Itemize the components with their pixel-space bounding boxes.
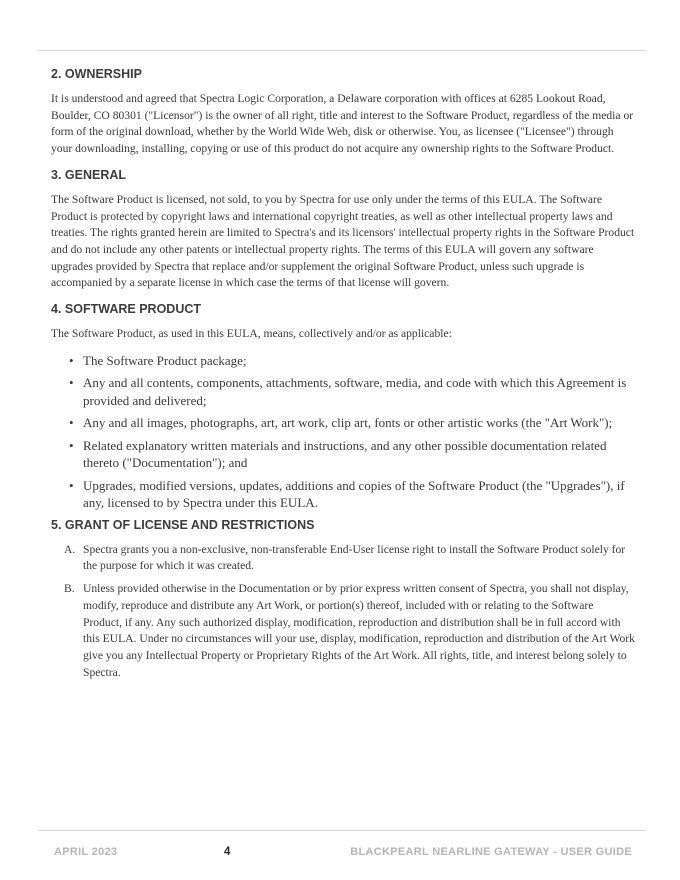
list-item: • The Software Product package; (69, 352, 247, 368)
bullet-icon: • (69, 375, 74, 391)
ownership-paragraph: It is understood and agreed that Spectra Logic Corporation, a Delaware corporation with offices at 6285 Lookout Road, Boulder, CO 80301 ("Licensor") is the owner of all right, title and interest to the Software Product, regardless of the media or form of the original download, whether by the World Wide Web, disk or otherwise. You, as licensee ("Licensee") through your downloading, installing, copying or use of this product do not acquire any ownership rights to the Software Product. (51, 92, 634, 156)
software-product-list (51, 352, 635, 512)
section-heading-grant-of-license: 5. GRANT OF LICENSE AND RESTRICTIONS (51, 517, 315, 532)
section-heading-general: 3. GENERAL (51, 167, 127, 182)
section-heading-ownership: 2. OWNERSHIP (51, 67, 142, 81)
bullet-icon: • (69, 352, 74, 368)
footer-guide-title: BLACKPEARL NEARLINE GATEWAY - USER GUIDE (350, 846, 632, 858)
footer-date: APRIL 2023 (54, 846, 118, 858)
page-number: 4 (224, 846, 231, 858)
list-marker: B. (64, 582, 75, 596)
bullet-icon: • (69, 477, 74, 493)
document-body (51, 66, 635, 687)
header-divider (38, 50, 646, 51)
list-item: • Related explanatory written materials and instructions, and any other possible documentation related thereto ("Documentation"); and (69, 437, 607, 471)
list-item: • Any and all contents, components, attachments, software, media, and code with which this Agreement is provided and delivered; (69, 375, 627, 408)
general-paragraph: The Software Product is licensed, not sold, to you by Spectra for use only under the terms of this EULA. The Software Product is protected by copyright laws and international copyright treaties, as well as other intellectual property laws and treaties. The rights granted herein are limited to Spectra's and its licensors' intellectual property rights in the Software Product and do not include any other patents or intellectual property rights. The terms of this EULA will govern any software upgrades provided by Spectra that replace and/or supplement the original Software Product, unless such upgrade is accompanied by a separate license in which case the terms of that license will govern. (51, 192, 635, 290)
list-item: • Any and all images, photographs, art, art work, clip art, fonts or other artistic works (the "Art Work"); (69, 415, 613, 431)
software-product-intro: The Software Product, as used in this EULA, means, collectively and/or as applicable: (51, 327, 452, 341)
list-item: • Upgrades, modified versions, updates, additions and copies of the Software Product (the "Upgrades"), if any, licensed to by Spectra under this EULA. (69, 477, 625, 511)
footer-divider (38, 830, 646, 831)
list-item: B. Unless provided otherwise in the Documentation or by prior express written consent of Spectra, you shall not display, modify, reproduce and distribute any Art Work, or portion(s) thereof, included with or relating to the Software Product, if any. Any such authorized display, modification, reproduction and distribution shall be in full accord with this EULA. Under no circumstances will your use, display, modification, reproduction and distribution of the Art Work give you any Intellectual Property or Proprietary Rights of the Art Work. All rights, title, and interest belong solely to Spectra. (64, 582, 635, 679)
list-marker: A. (64, 542, 76, 556)
list-item: A. Spectra grants you a non-exclusive, non-transferable End-User license right to install the Software Product solely for the purpose for which it was created. (64, 542, 626, 573)
grant-of-license-list (51, 542, 635, 682)
bullet-icon: • (69, 415, 74, 431)
section-heading-software-product: 4. SOFTWARE PRODUCT (51, 302, 202, 317)
bullet-icon: • (69, 437, 74, 453)
